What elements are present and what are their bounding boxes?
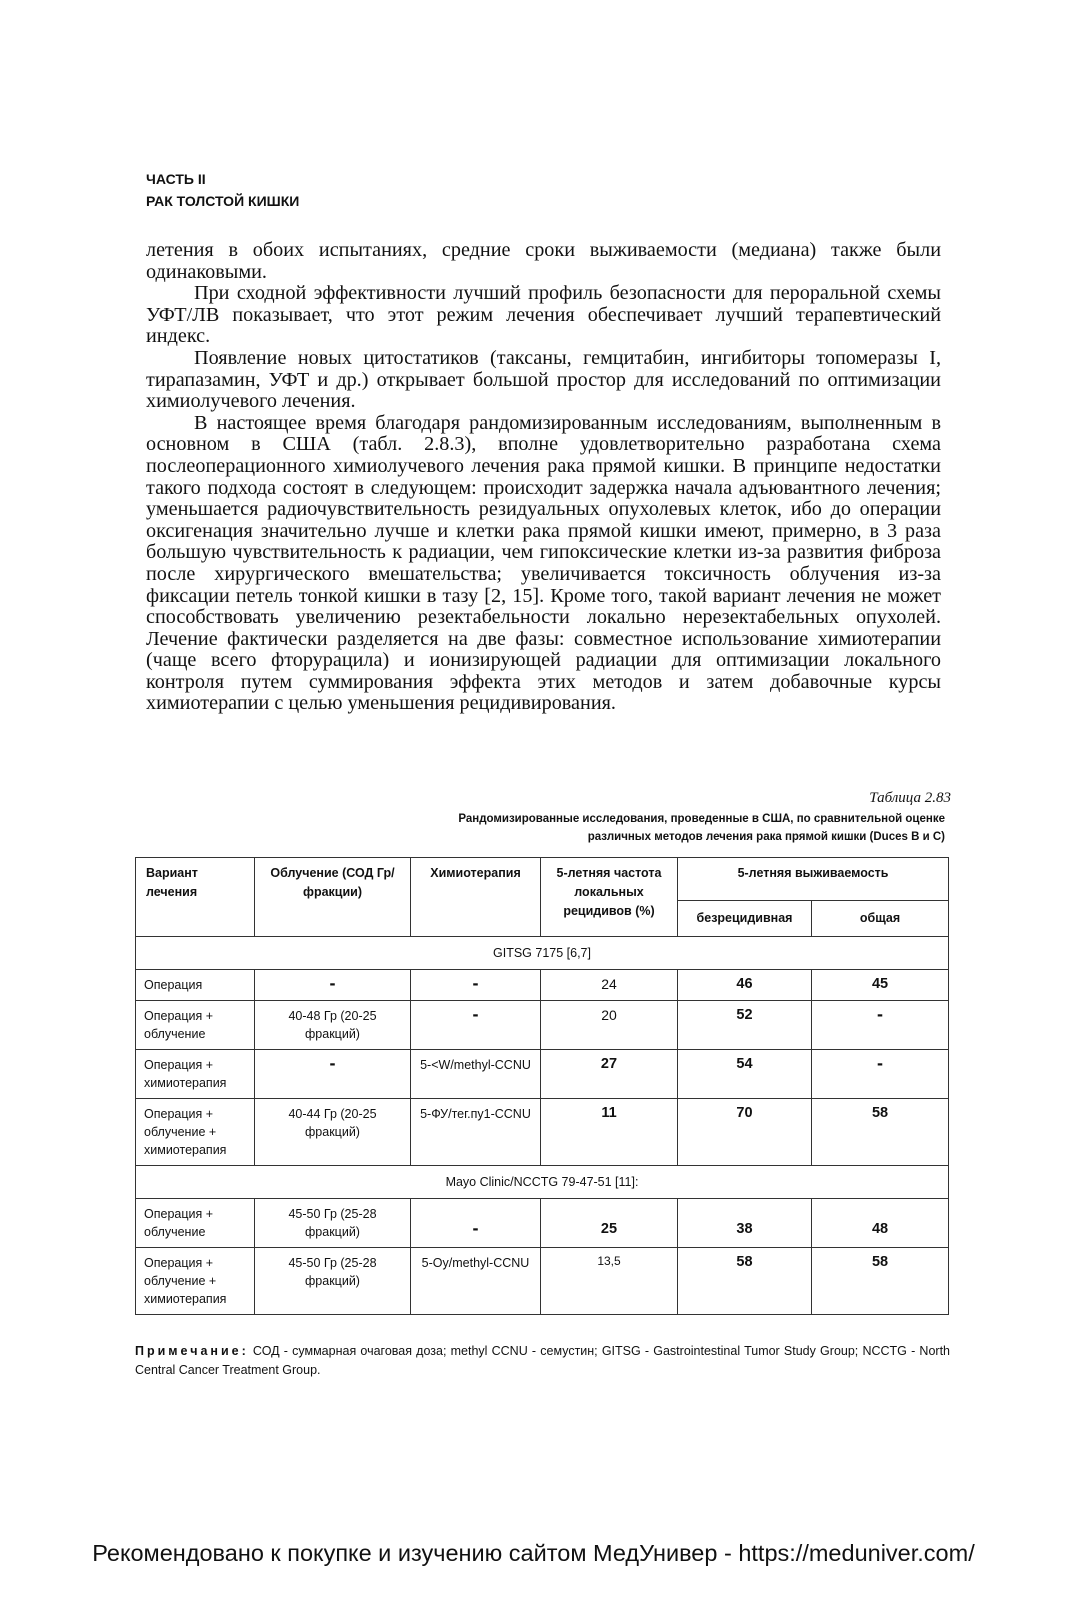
cell-chemo: 5-ФУ/тег.пу1-CCNU — [411, 1099, 541, 1166]
group-row — [136, 937, 949, 970]
paragraph: летения в обоих испытаниях, средние сроки выживаемости (медиана) также были одинаковыми. — [146, 239, 941, 283]
table-row — [136, 1001, 949, 1050]
running-header — [146, 168, 299, 212]
cell-variant: Операция + облучение — [136, 1199, 255, 1248]
group-title: GITSG 7175 [6,7] — [136, 937, 949, 970]
cell-variant: Операция + облучение + химиотерапия — [136, 1099, 255, 1166]
table-row — [136, 1199, 949, 1248]
cell-relapse-free: 58 — [678, 1248, 812, 1315]
cell-local: 27 — [541, 1050, 678, 1099]
cell-local: 24 — [541, 970, 678, 1001]
cell-relapse-free: 52 — [678, 1001, 812, 1050]
paragraph: При сходной эффективности лучший профиль безопасности для пероральной схемы УФТ/ЛВ показывает, что этот режим лечения обеспечивает лучший терапевтический индекс. — [146, 282, 941, 348]
cell-radiation: - — [255, 1050, 411, 1099]
cell-variant: Операция + облучение + химиотерапия — [136, 1248, 255, 1315]
cell-chemo: - — [411, 970, 541, 1001]
cell-radiation: 45-50 Гр (25-28 фракций) — [255, 1248, 411, 1315]
table-title — [300, 810, 945, 846]
cell-relapse-free: 38 — [678, 1199, 812, 1248]
table-row — [136, 1099, 949, 1166]
table-caption: Таблица 2.83 — [869, 790, 951, 806]
cell-overall: - — [812, 1050, 949, 1099]
table-note — [135, 1342, 950, 1380]
cell-chemo: - — [411, 1001, 541, 1050]
cell-radiation: 40-48 Гр (20-25 фракций) — [255, 1001, 411, 1050]
cell-local: 25 — [541, 1199, 678, 1248]
note-text: СОД - суммарная очаговая доза; methyl CCNU - семустин; GITSG - Gastrointestinal Tumor Study Group; NCCTG - North Central Cancer Treatment Group. — [135, 1344, 950, 1377]
cell-local: 20 — [541, 1001, 678, 1050]
results-table — [135, 857, 949, 1315]
cell-local: 11 — [541, 1099, 678, 1166]
cell-radiation: 40-44 Гр (20-25 фракций) — [255, 1099, 411, 1166]
cell-chemo: - — [411, 1199, 541, 1248]
paragraph: Появление новых цитостатиков (таксаны, гемцитабин, ингибиторы топомеразы I, тирапазамин, УФТ и др.) открывает большой простор для исследований по оптимизации химиолучевого лечения. — [146, 346, 941, 413]
footer-watermark: Рекомендовано к покупке и изучению сайтом МедУнивер - https://meduniver.com/ — [92, 1540, 975, 1566]
header-overall: общая — [812, 901, 949, 937]
table-row — [136, 1248, 949, 1315]
cell-variant: Операция + химиотерапия — [136, 1050, 255, 1099]
note-label: Примечание: — [135, 1344, 249, 1358]
cell-radiation: - — [255, 970, 411, 1001]
header-survival: 5-летняя выживаемость — [678, 858, 949, 901]
cell-radiation: 45-50 Гр (25-28 фракций) — [255, 1199, 411, 1248]
part-label: ЧАСТЬ II — [146, 171, 206, 187]
header-variant: Вариант лечения — [136, 858, 255, 937]
cell-overall: 48 — [812, 1199, 949, 1248]
cell-variant: Операция — [136, 970, 255, 1001]
cell-relapse-free: 70 — [678, 1099, 812, 1166]
table-row — [136, 1050, 949, 1099]
header-local-recurrence: 5-летняя частота локальных рецидивов (%) — [541, 858, 678, 937]
cell-variant: Операция + облучение — [136, 1001, 255, 1050]
header-relapse-free: безрецидивная — [678, 901, 812, 937]
group-title: Mayo Clinic/NCCTG 79-47-51 [11]: — [136, 1166, 949, 1199]
cell-overall: 58 — [812, 1099, 949, 1166]
cell-relapse-free: 46 — [678, 970, 812, 1001]
paragraph: В настоящее время благодаря рандомизированным исследованиям, выполненным в основном в США (табл. 2.8.3), вполне удовлетворительно разработана схема послеоперационного химиолучевого лечения рака прямой кишки. В принципе недостатки такого подхода состоят в следующем: происходит задержка начала адъювантного лечения; уменьшается радиочувствительность резидуальных опухолевых клеток, ибо до операции оксигенация значительно лучше и клетки рака прямой кишки имеют, примерно, в 3 раза большую чувствительность к радиации, чем гипоксические клетки из-за развития фиброза после хирургического вмешательства; увеличивается токсичность облучения из-за фиксации петель тонкой кишки в тазу [2, 15]. Кроме того, такой вариант лечения не может способствовать увеличению резектабельности локально нерезектабельных опухолей. Лечение фактически разделяется на две фазы: совместное использование химиотерапии (чаще всего фторурацила) и ионизирующей радиации для оптимизации локального контроля путем суммирования эффекта этих методов и затем добавочные курсы химиотерапии с целью уменьшения рецидивирования. — [146, 411, 941, 715]
cell-overall: 58 — [812, 1248, 949, 1315]
table-row — [136, 970, 949, 1001]
header-row — [136, 858, 949, 901]
cell-local: 13,5 — [541, 1248, 678, 1315]
section-label: РАК ТОЛСТОЙ КИШКИ — [146, 193, 300, 209]
body-text — [146, 240, 941, 715]
cell-chemo: 5-Оу/methyl-CCNU — [411, 1248, 541, 1315]
cell-overall: 45 — [812, 970, 949, 1001]
cell-relapse-free: 54 — [678, 1050, 812, 1099]
header-radiation: Облучение (СОД Гр/фракции) — [255, 858, 411, 937]
cell-overall: - — [812, 1001, 949, 1050]
table-title-line: Рандомизированные исследования, проведенные в США, по сравнительной оценке — [458, 813, 945, 825]
cell-chemo: 5-<W/methyl-CCNU — [411, 1050, 541, 1099]
group-row — [136, 1166, 949, 1199]
header-chemo: Химиотерапия — [411, 858, 541, 937]
table-title-line: различных методов лечения рака прямой кишки (Duces B и C) — [587, 831, 945, 843]
